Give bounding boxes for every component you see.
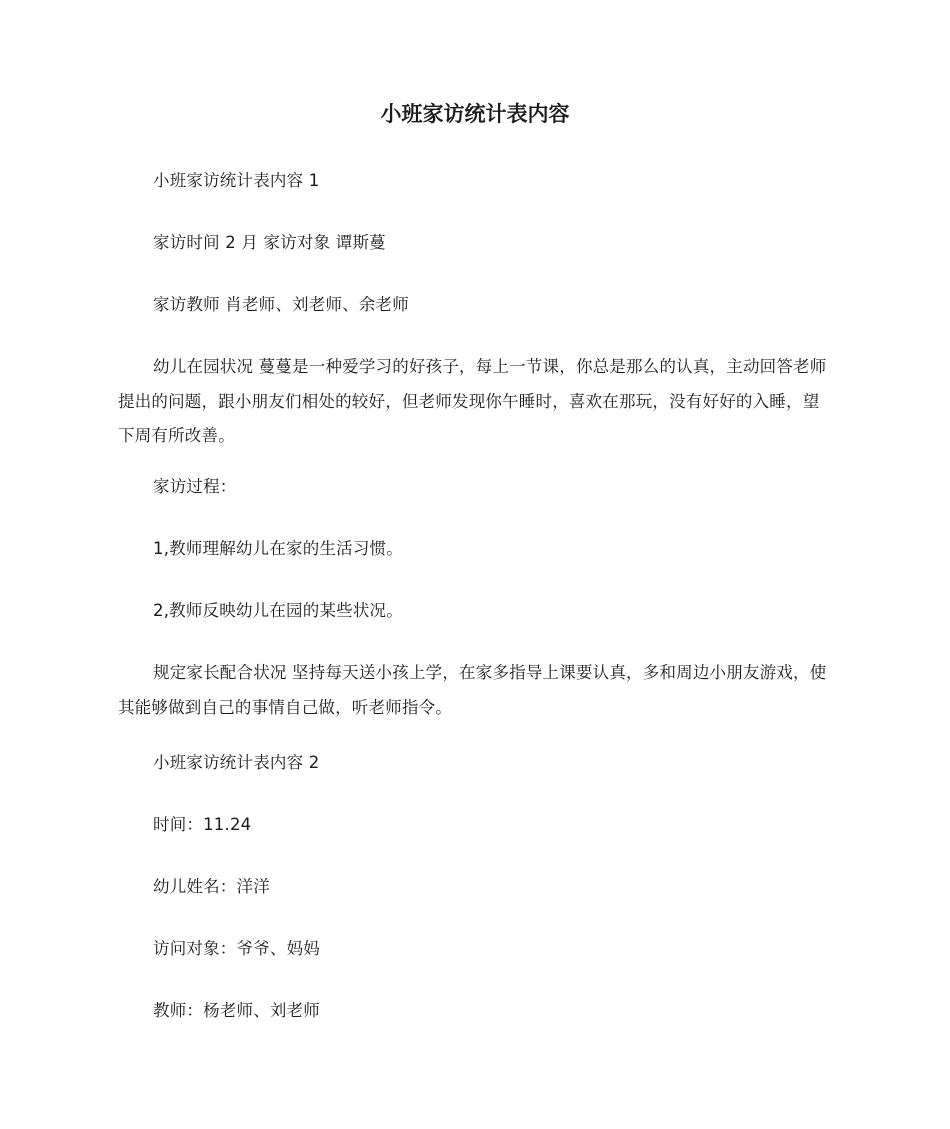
process-item-1: 1,教师理解幼儿在家的生活习惯。 xyxy=(153,539,403,558)
child-status-paragraph: 幼儿在园状况 蔓蔓是一种爱学习的好孩子，每上一节课，你总是那么的认真，主动回答老师提出的问题，跟小朋友们相处的较好，但老师发现你午睡时，喜欢在那玩，没有好好的入睡，望下周有所改善。 xyxy=(118,357,827,445)
visit-target-line: 访问对象：爷爷、妈妈 xyxy=(153,939,320,958)
section-heading-2: 小班家访统计表内容 2 xyxy=(153,753,320,772)
time-line: 时间：11.24 xyxy=(153,815,252,834)
teacher-line: 教师：杨老师、刘老师 xyxy=(153,1001,320,1020)
visit-teachers-line: 家访教师 肖老师、刘老师、余老师 xyxy=(153,295,409,314)
process-item-2: 2,教师反映幼儿在园的某些状况。 xyxy=(153,601,403,620)
visit-process-heading: 家访过程： xyxy=(153,477,237,496)
parent-cooperation-paragraph: 规定家长配合状况 坚持每天送小孩上学，在家多指导上课要认真，多和周边小朋友游戏，使其能够做到自己的事情自己做，听老师指令。 xyxy=(118,663,827,717)
section-heading-1: 小班家访统计表内容 1 xyxy=(153,171,320,190)
document-title: 小班家访统计表内容 xyxy=(380,102,570,126)
visit-time-line: 家访时间 2 月 家访对象 谭斯蔓 xyxy=(153,233,386,252)
child-name-line: 幼儿姓名：洋洋 xyxy=(153,877,270,896)
